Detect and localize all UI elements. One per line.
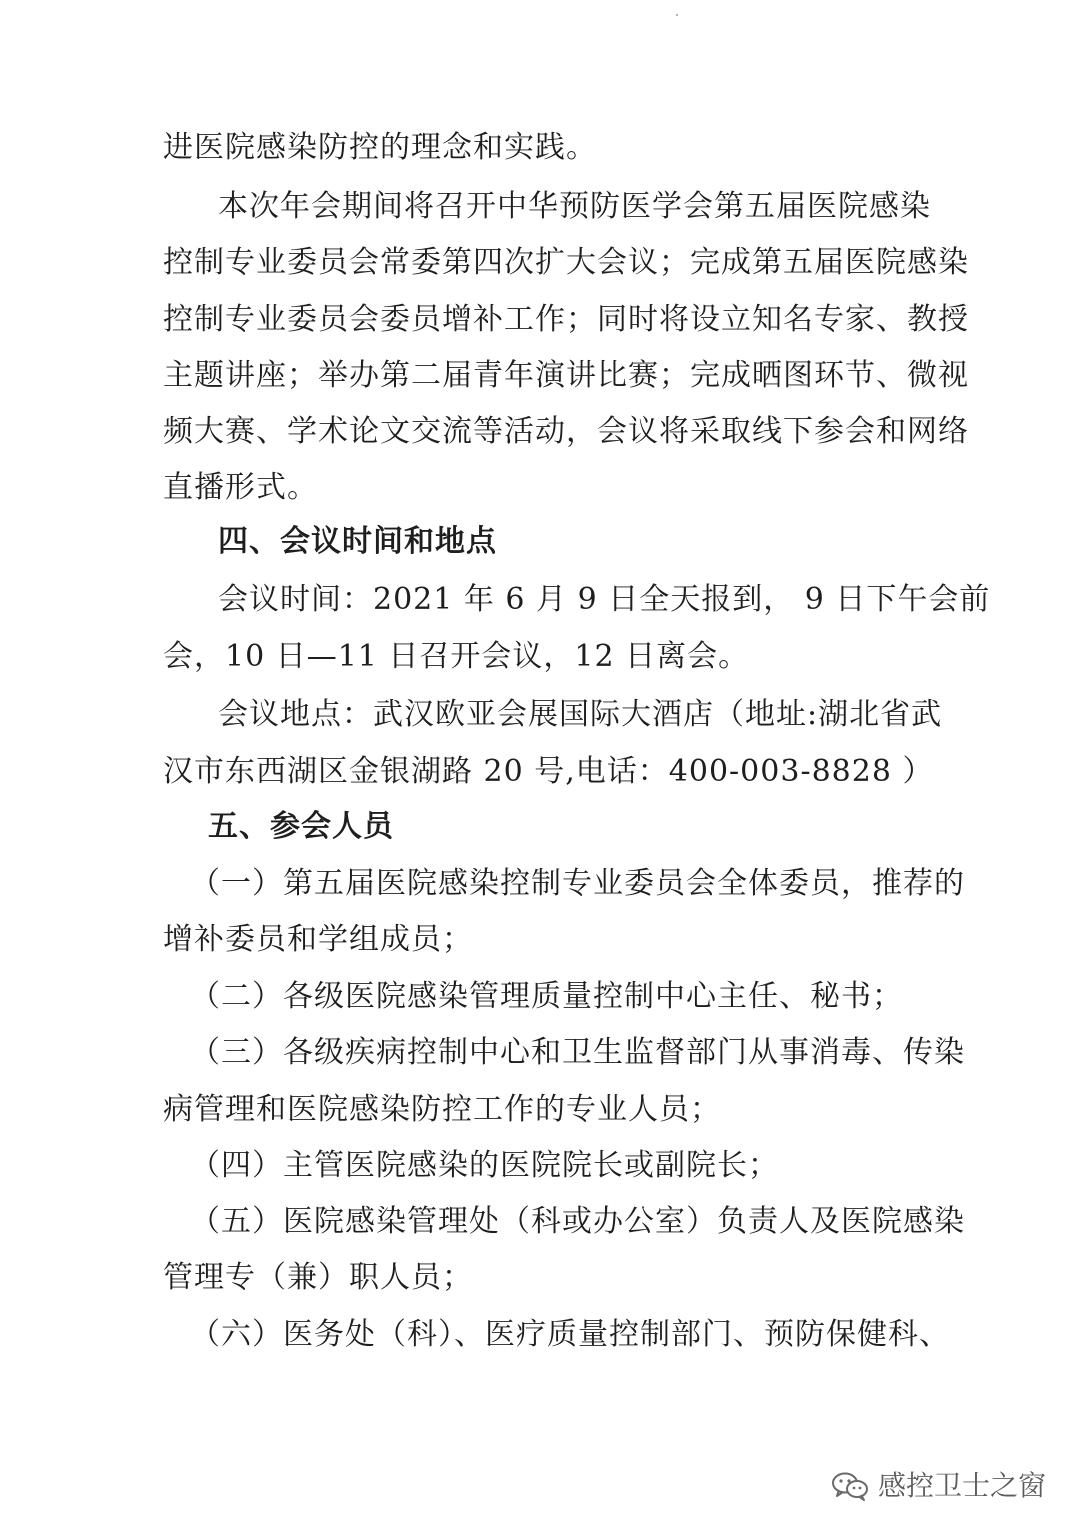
- watermark-text: 感控卫士之窗: [877, 1469, 1046, 1502]
- list-item-line: 管理专（兼）职人员；: [163, 1260, 473, 1295]
- paragraph-line: 进医院感染防控的理念和实践。: [163, 130, 597, 165]
- list-item-line: （六）医务处（科）、医疗质量控制部门、预防保健科、: [190, 1317, 950, 1352]
- scan-speck: [676, 14, 678, 16]
- paragraph-line: 会，10 日—11 日召开会议，12 日离会。: [163, 639, 750, 674]
- list-item-line: （三）各级疾病控制中心和卫生监督部门从事消毒、传染: [190, 1035, 965, 1070]
- wechat-watermark: [830, 1468, 1046, 1504]
- paragraph-line: 频大赛、学术论文交流等活动，会议将采取线下参会和网络: [163, 414, 969, 449]
- section-heading: 五、参会人员: [208, 809, 394, 844]
- paragraph-line: 主题讲座；举办第二届青年演讲比赛；完成晒图环节、微视: [163, 358, 969, 393]
- wechat-icon: [830, 1469, 870, 1503]
- list-item-line: （一）第五届医院感染控制专业委员会全体委员，推荐的: [190, 866, 965, 901]
- paragraph-line: 会议时间：2021 年 6 月 9 日全天报到， 9 日下午会前: [218, 582, 991, 617]
- paragraph-line: 控制专业委员会常委第四次扩大会议；完成第五届医院感染: [163, 245, 969, 280]
- paragraph-line: 汉市东西湖区金银湖路 20 号,电话：400-003-8828 ）: [163, 754, 934, 789]
- paragraph-line: 控制专业委员会委员增补工作；同时将设立知名专家、教授: [163, 302, 969, 337]
- list-item-line: （二）各级医院感染管理质量控制中心主任、秘书；: [190, 979, 903, 1014]
- list-item-line: 增补委员和学组成员；: [163, 922, 473, 957]
- paragraph-line: 直播形式。: [163, 470, 318, 505]
- list-item-line: （五）医院感染管理处（科或办公室）负责人及医院感染: [190, 1204, 965, 1239]
- section-heading: 四、会议时间和地点: [218, 524, 497, 559]
- list-item-line: （四）主管医院感染的医院院长或副院长；: [190, 1148, 779, 1183]
- list-item-line: 病管理和医院感染防控工作的专业人员；: [163, 1092, 721, 1127]
- paragraph-line: 会议地点：武汉欧亚会展国际大酒店（地址:湖北省武: [218, 697, 943, 732]
- paragraph-line: 本次年会期间将召开中华预防医学会第五届医院感染: [218, 189, 931, 224]
